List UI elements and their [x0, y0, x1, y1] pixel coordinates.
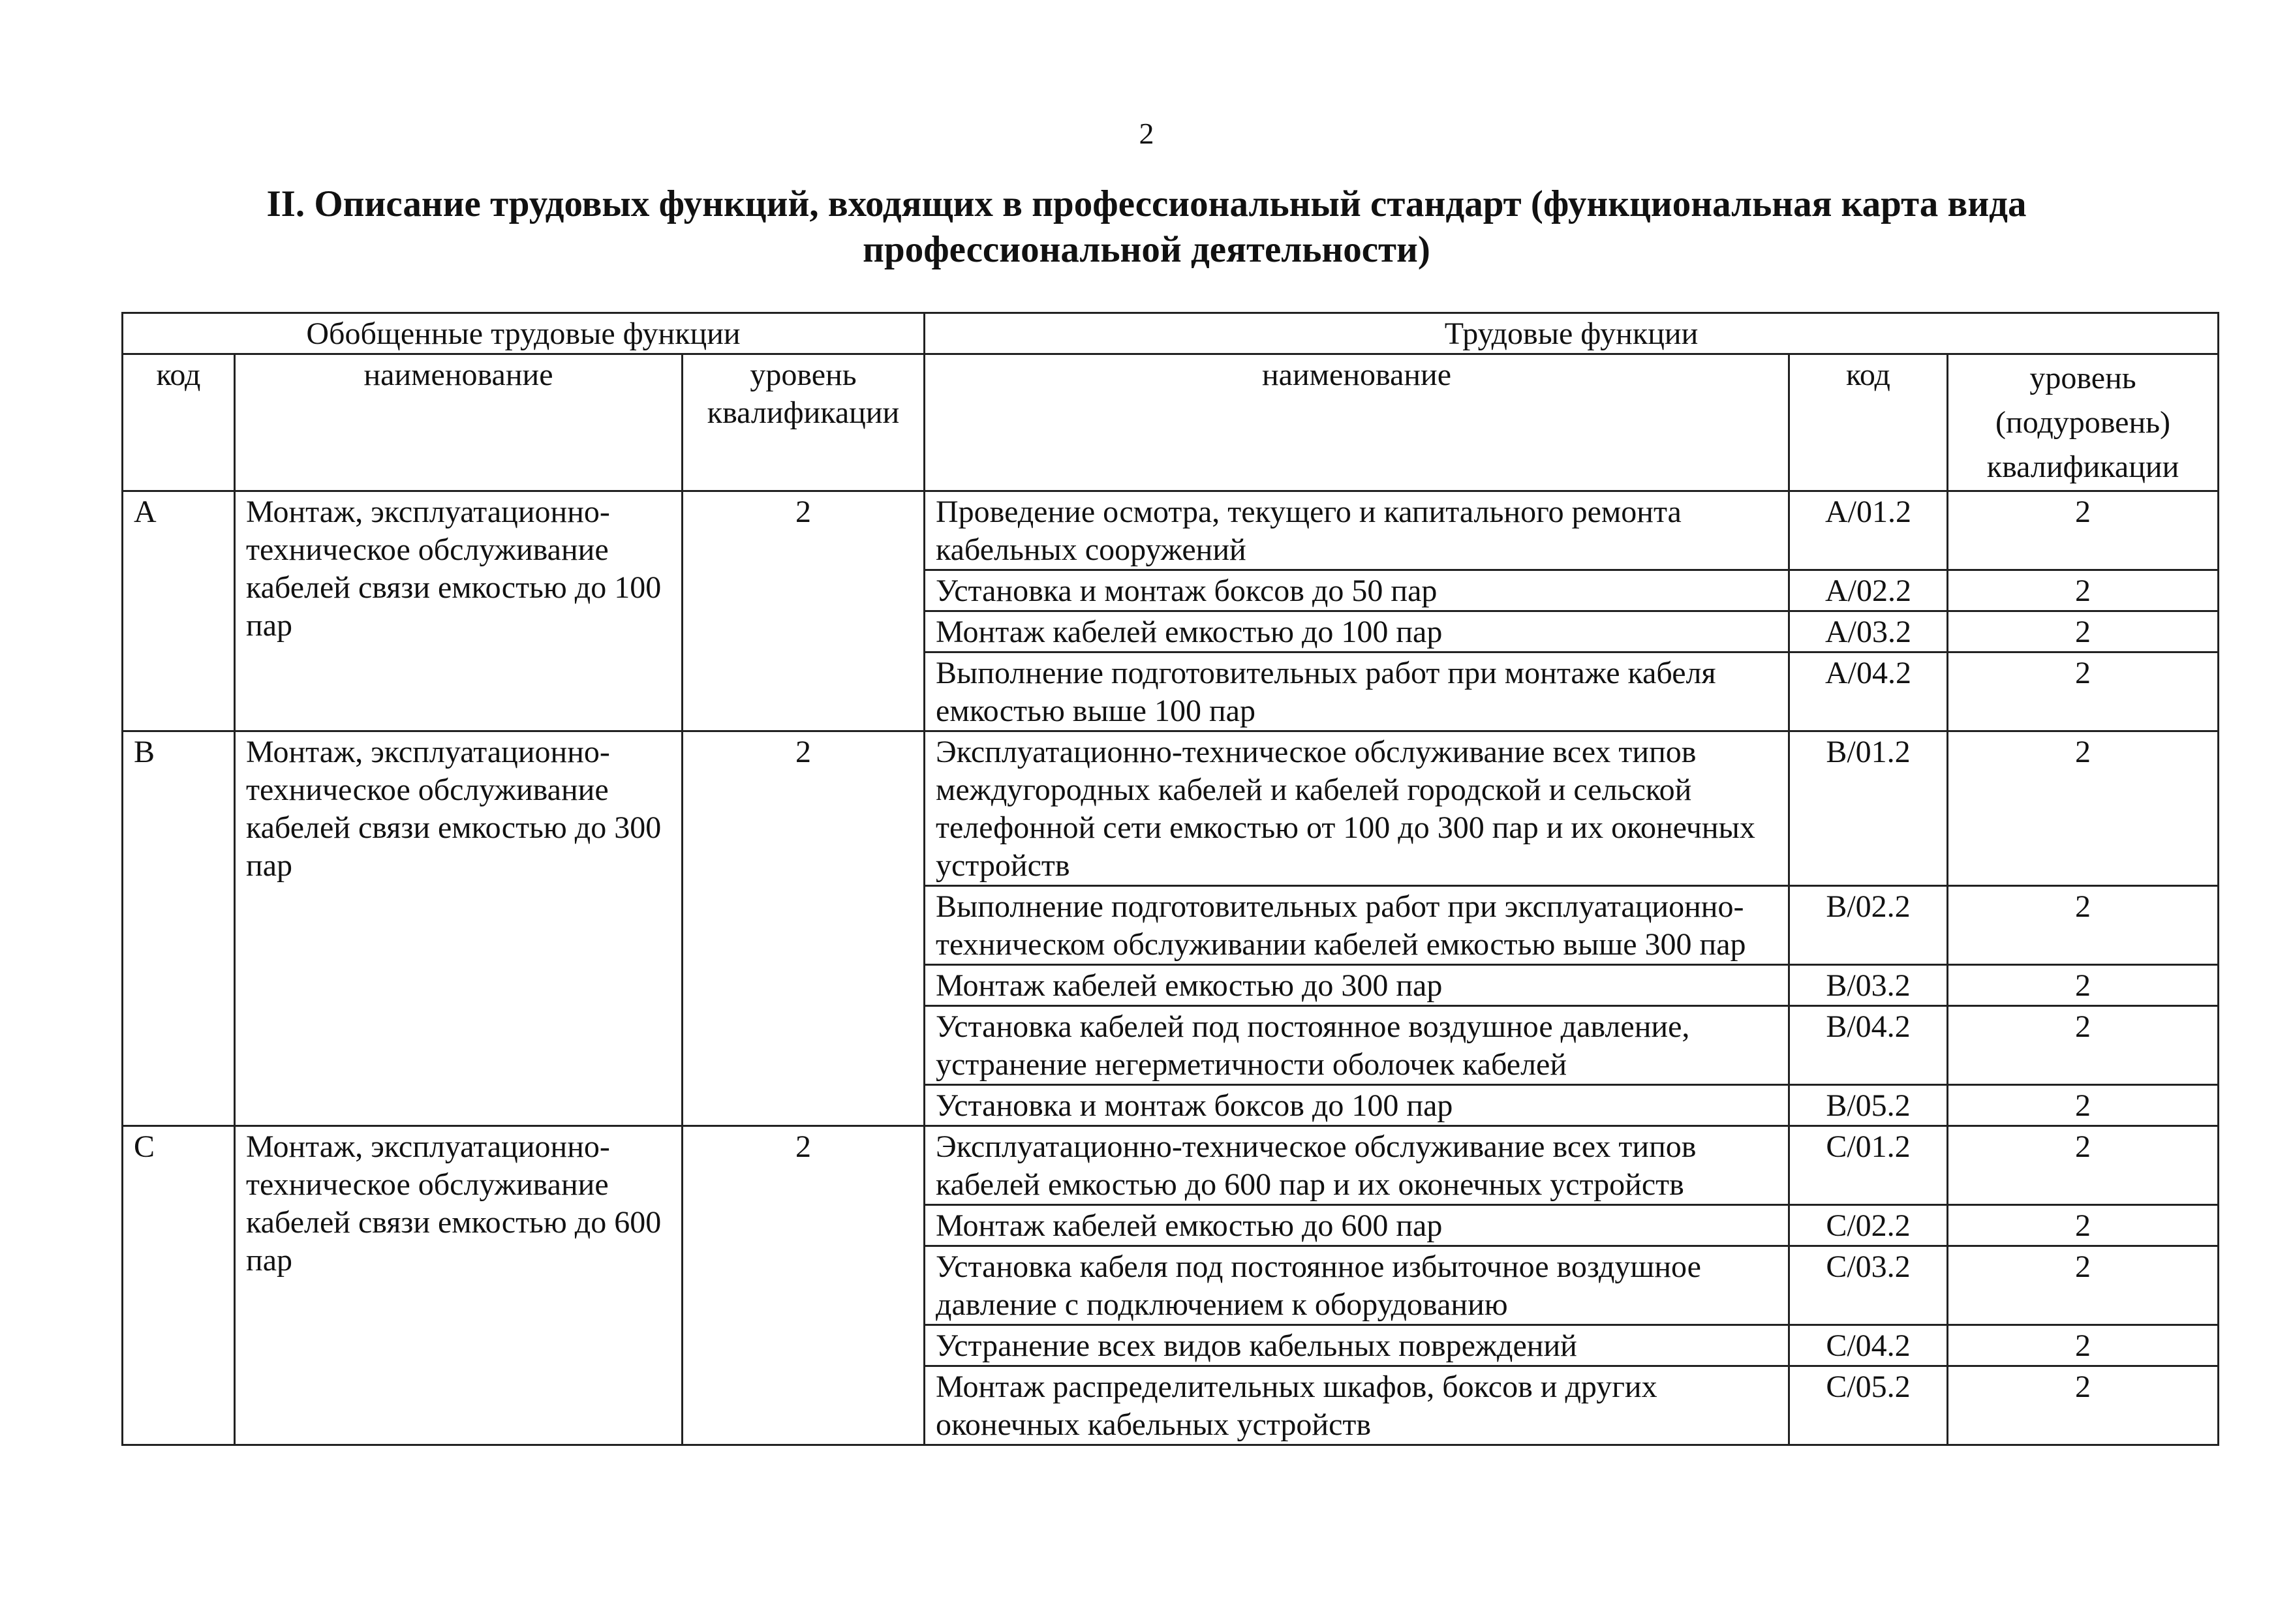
function-level: 2	[1948, 491, 2219, 570]
group-name: Монтаж, эксплуатационно-техническое обслуживание кабелей связи емкостью до 300 пар	[235, 731, 683, 1126]
page-title: II. Описание трудовых функций, входящих в профессиональный стандарт (функциональная карта вида профессиональной деятельности)	[266, 183, 2027, 270]
function-level: 2	[1948, 652, 2219, 731]
group-level: 2	[683, 1126, 925, 1445]
function-code: B/02.2	[1789, 886, 1948, 965]
table-row	[123, 1126, 2219, 1205]
table-body	[123, 491, 2219, 1445]
function-name: Выполнение подготовительных работ при эксплуатационно-техническом обслуживании кабелей емкостью выше 300 пар	[925, 886, 1789, 965]
function-name: Установка кабеля под постоянное избыточное воздушное давление с подключением к оборудованию	[925, 1246, 1789, 1325]
function-code: C/05.2	[1789, 1366, 1948, 1445]
function-level: 2	[1948, 1205, 2219, 1246]
group-name: Монтаж, эксплуатационно-техническое обслуживание кабелей связи емкостью до 100 пар	[235, 491, 683, 731]
function-name: Эксплуатационно-техническое обслуживание всех типов междугородных кабелей и кабелей городской и сельской телефонной сети емкостью от 100 до 300 пар и их оконечных устройств	[925, 731, 1789, 886]
function-level: 2	[1948, 1126, 2219, 1205]
function-name: Выполнение подготовительных работ при монтаже кабеля емкостью выше 100 пар	[925, 652, 1789, 731]
page-number: 2	[1139, 117, 1154, 150]
function-level: 2	[1948, 886, 2219, 965]
header-gen-level: уровень квалификации	[683, 354, 925, 491]
function-code: A/03.2	[1789, 611, 1948, 652]
function-name: Монтаж кабелей емкостью до 600 пар	[925, 1205, 1789, 1246]
function-level: 2	[1948, 1246, 2219, 1325]
function-name: Эксплуатационно-техническое обслуживание всех типов кабелей емкостью до 600 пар и их оконечных устройств	[925, 1126, 1789, 1205]
function-name: Установка кабелей под постоянное воздушное давление, устранение негерметичности оболочек кабелей	[925, 1006, 1789, 1085]
function-level: 2	[1948, 611, 2219, 652]
group-code: B	[123, 731, 235, 1126]
function-name: Установка и монтаж боксов до 50 пар	[925, 570, 1789, 611]
group-name: Монтаж, эксплуатационно-техническое обслуживание кабелей связи емкостью до 600 пар	[235, 1126, 683, 1445]
function-name: Монтаж кабелей емкостью до 100 пар	[925, 611, 1789, 652]
function-code: A/01.2	[1789, 491, 1948, 570]
functional-map-table	[121, 312, 2219, 1446]
function-level: 2	[1948, 1325, 2219, 1366]
function-code: A/04.2	[1789, 652, 1948, 731]
function-code: C/01.2	[1789, 1126, 1948, 1205]
function-name: Монтаж распределительных шкафов, боксов и других оконечных кабельных устройств	[925, 1366, 1789, 1445]
header-labor-functions: Трудовые функции	[925, 313, 2219, 354]
group-code: A	[123, 491, 235, 731]
header-columns-row	[123, 354, 2219, 491]
header-func-name: наименование	[925, 354, 1789, 491]
table-row	[123, 491, 2219, 570]
table-row	[123, 731, 2219, 886]
function-level: 2	[1948, 965, 2219, 1006]
function-name: Проведение осмотра, текущего и капитального ремонта кабельных сооружений	[925, 491, 1789, 570]
function-code: B/04.2	[1789, 1006, 1948, 1085]
function-level: 2	[1948, 1085, 2219, 1126]
function-code: B/03.2	[1789, 965, 1948, 1006]
header-func-level: уровень (подуровень) квалификации	[1948, 354, 2219, 491]
function-name: Монтаж кабелей емкостью до 300 пар	[925, 965, 1789, 1006]
function-code: B/05.2	[1789, 1085, 1948, 1126]
header-group-row	[123, 313, 2219, 354]
function-code: C/03.2	[1789, 1246, 1948, 1325]
group-level: 2	[683, 491, 925, 731]
function-code: C/04.2	[1789, 1325, 1948, 1366]
function-name: Устранение всех видов кабельных повреждений	[925, 1325, 1789, 1366]
group-level: 2	[683, 731, 925, 1126]
function-name: Установка и монтаж боксов до 100 пар	[925, 1085, 1789, 1126]
group-code: C	[123, 1126, 235, 1445]
function-level: 2	[1948, 1366, 2219, 1445]
function-code: A/02.2	[1789, 570, 1948, 611]
header-gen-name: наименование	[235, 354, 683, 491]
header-generalized-functions: Обобщенные трудовые функции	[123, 313, 925, 354]
header-func-code: код	[1789, 354, 1948, 491]
function-code: B/01.2	[1789, 731, 1948, 886]
function-level: 2	[1948, 731, 2219, 886]
function-code: C/02.2	[1789, 1205, 1948, 1246]
function-level: 2	[1948, 570, 2219, 611]
function-level: 2	[1948, 1006, 2219, 1085]
header-gen-code: код	[123, 354, 235, 491]
